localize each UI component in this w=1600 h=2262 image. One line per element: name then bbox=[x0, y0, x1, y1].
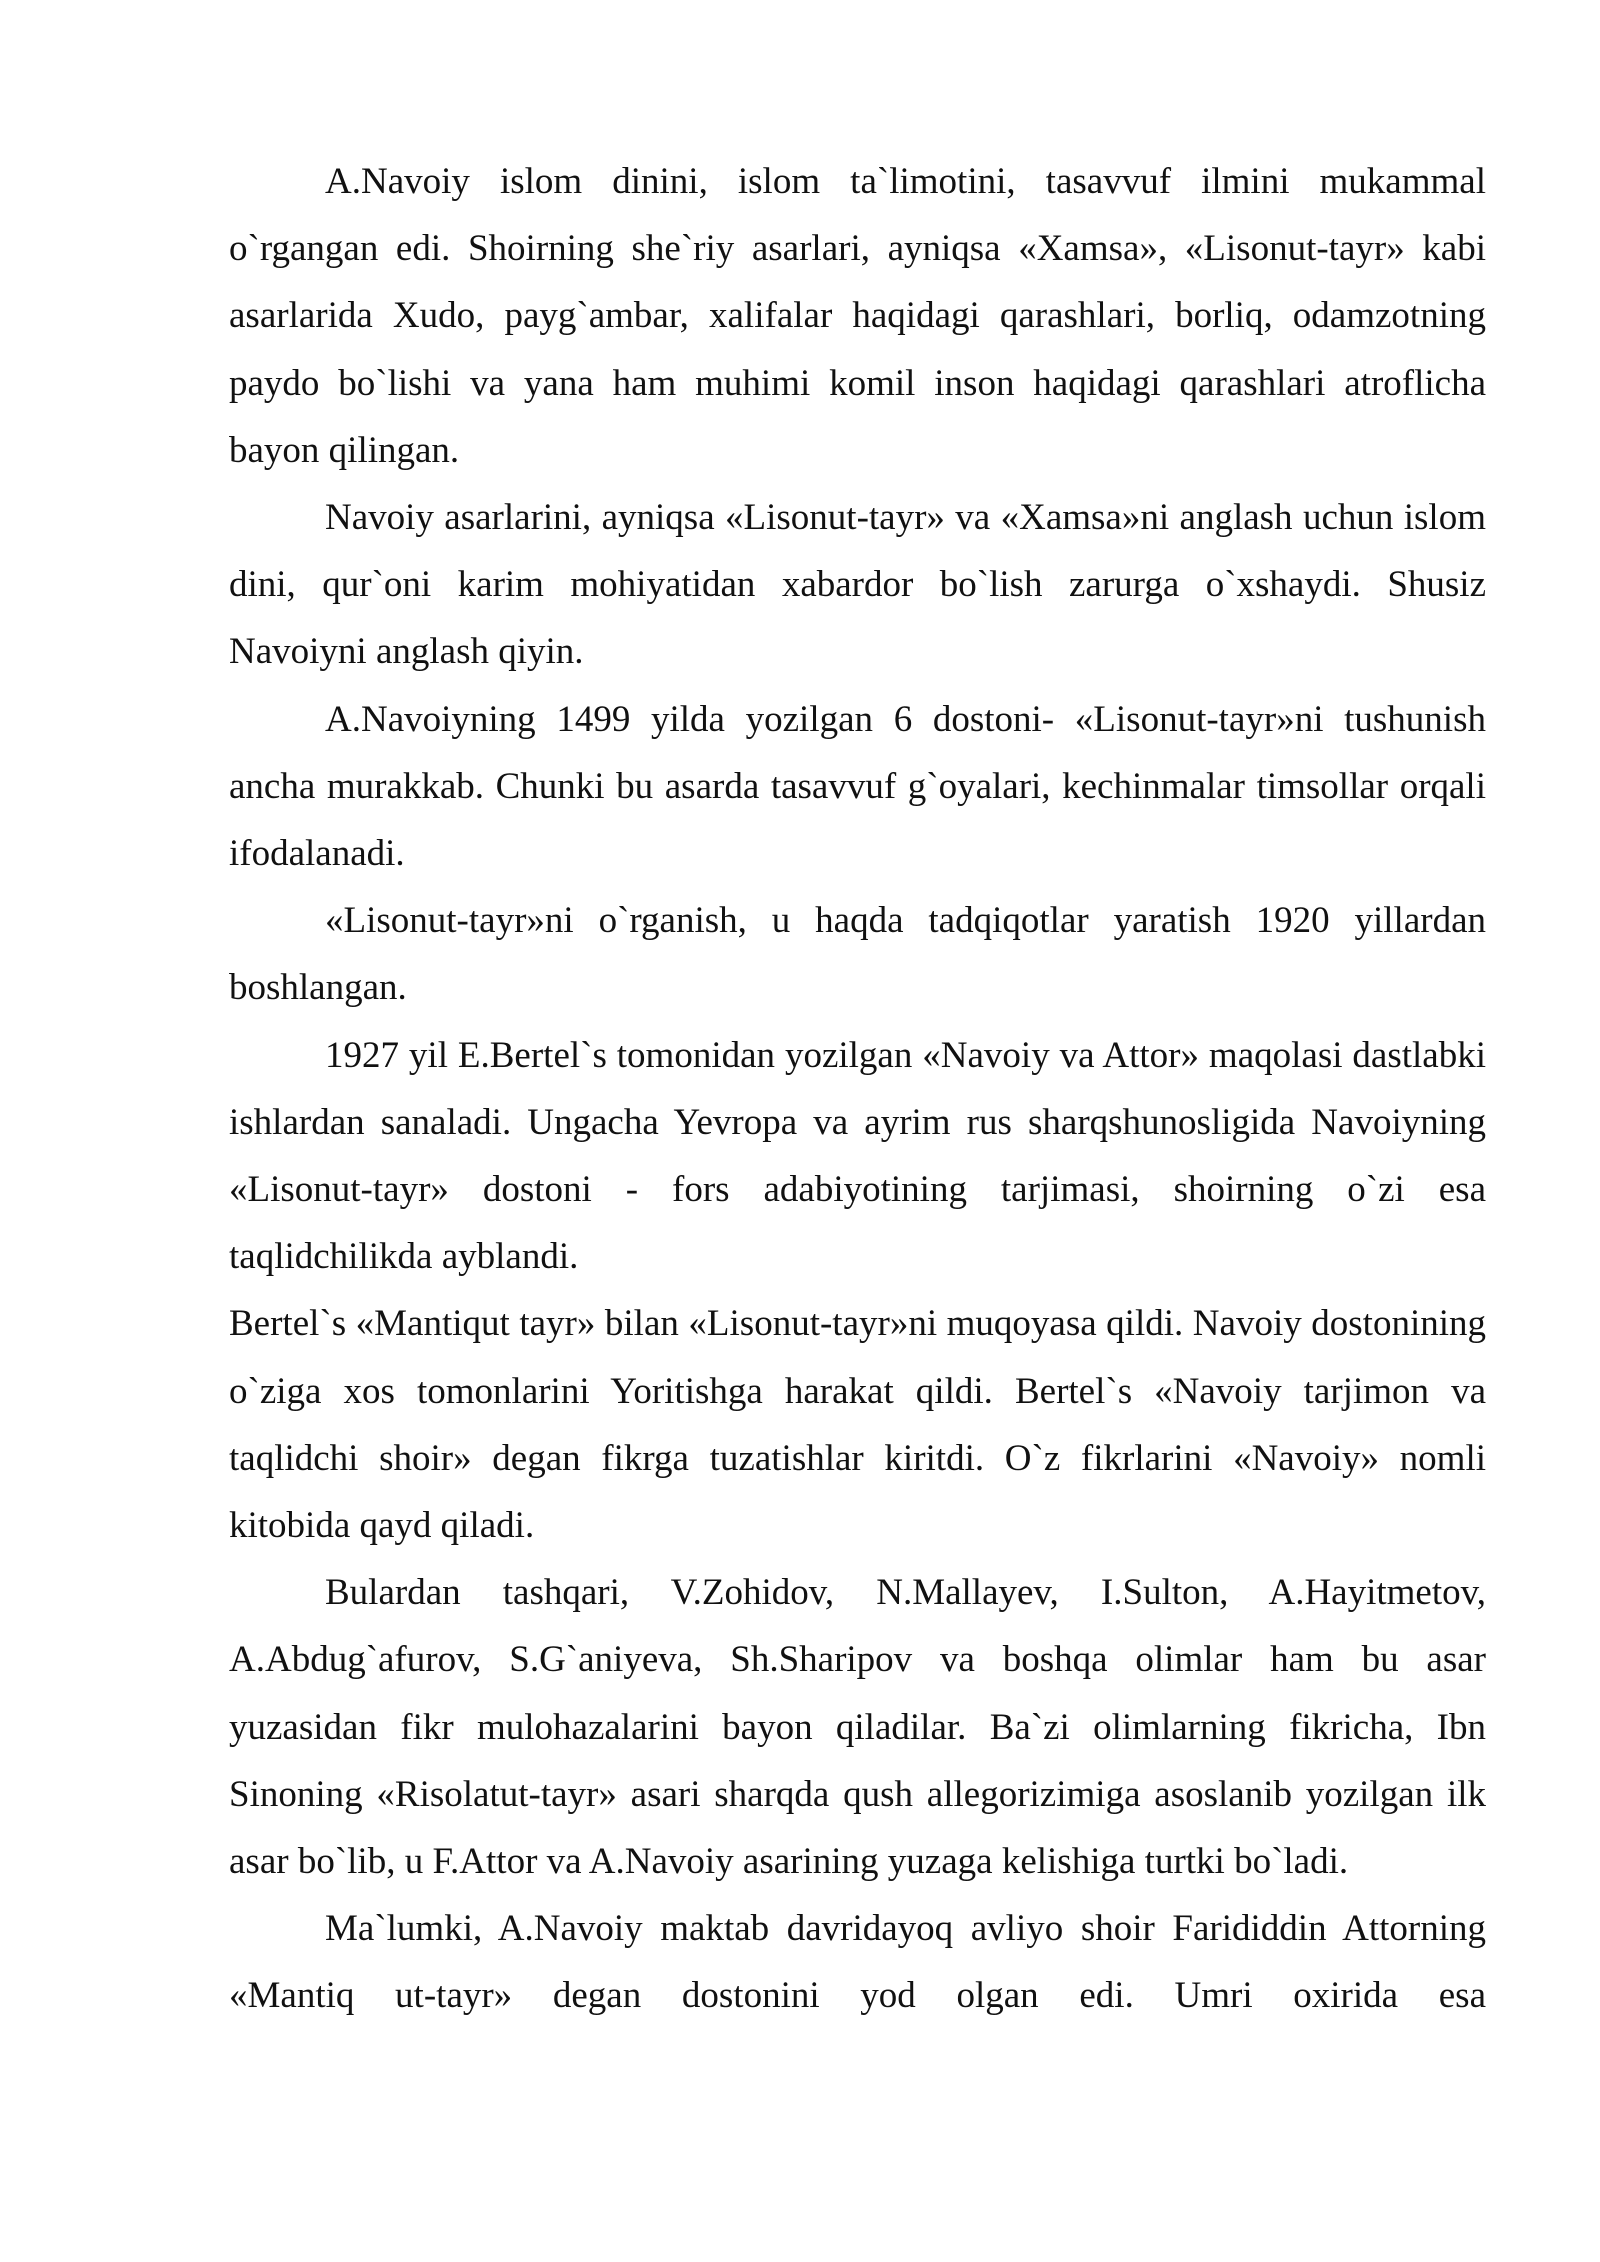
paragraph-bertels-1927: 1927 yil E.Bertel`s tomonidan yozilgan «Navoiy va Attor» maqolasi dastlabki ishlardan sanaladi. Ungacha Yevropa va ayrim rus sharqshunosligida Navoiyning «Lisonut-tayr» dostoni - fors adabiyotining tarjimasi, shoirning o`zi esa taqlidchilikda ayblandi. bbox=[229, 1034, 1486, 1278]
paragraph-olimlar: Bulardan tashqari, V.Zohidov, N.Mallayev, I.Sulton, A.Hayitmetov, A.Abdug`afurov, S.G`aniyeva, Sh.Sharipov va boshqa olimlar ham bu asar yuzasidan fikr mulohazalarini bayon qiladilar. Ba`zi olimlarning fikricha, Ibn Sinoning «Risolatut-tayr» asari sharqda qush allegorizimiga asoslanib yozilgan ilk asar bo`lib, u F.Attor va A.Navoiy asarining yuzaga kelishiga turtki bo`ladi. bbox=[229, 1572, 1486, 1883]
paragraph-asarlarini-anglash: Navoiy asarlarini, ayniqsa «Lisonut-tayr» va «Xamsa»ni anglash uchun islom dini, qur`oni karim mohiyatidan xabardor bo`lish zarurga o`xshaydi. Shusiz Navoiyni anglash qiyin. bbox=[229, 497, 1486, 673]
paragraph-bertels-muqoyasa: Bertel`s «Mantiqut tayr» bilan «Lisonut-tayr»ni muqoyasa qildi. Navoiy dostonining o`ziga xos tomonlarini Yoritishga harakat qildi. Bertel`s «Navoiy tarjimon va taqlidchi shoir» degan fikrga tuzatishlar kiritdi. O`z fikrlarini «Navoiy» nomli kitobida qayd qiladi. bbox=[229, 1303, 1486, 1547]
paragraph-malumki-attor: Ma`lumki, A.Navoiy maktab davridayoq avliyo shoir Farididdin Attorning «Mantiq ut-tayr» degan dostonini yod olgan edi. Umri oxirida esa bbox=[229, 1908, 1486, 2017]
document-body bbox=[229, 148, 1486, 2030]
paragraph-lisonut-tayr-1499: A.Navoiyning 1499 yilda yozilgan 6 dostoni- «Lisonut-tayr»ni tushunish ancha murakkab. Chunki bu asarda tasavvuf g`oyalari, kechinmalar timsollar orqali ifodalanadi. bbox=[229, 698, 1486, 875]
paragraph-navoiy-islom: A.Navoiy islom dinini, islom ta`limotini, tasavvuf ilmini mukammal o`rgangan edi. Shoirning she`riy asarlari, ayniqsa «Xamsa», «Lisonut-tayr» kabi asarlarida Xudo, payg`ambar, xalifalar haqidagi qarashlari, borliq, odamzotning paydo bo`lishi va yana ham muhimi komil inson haqidagi qarashlari atroflicha bayon qilingan. bbox=[229, 161, 1486, 471]
paragraph-organish-1920: «Lisonut-tayr»ni o`rganish, u haqda tadqiqotlar yaratish 1920 yillardan boshlangan. bbox=[229, 900, 1486, 1009]
